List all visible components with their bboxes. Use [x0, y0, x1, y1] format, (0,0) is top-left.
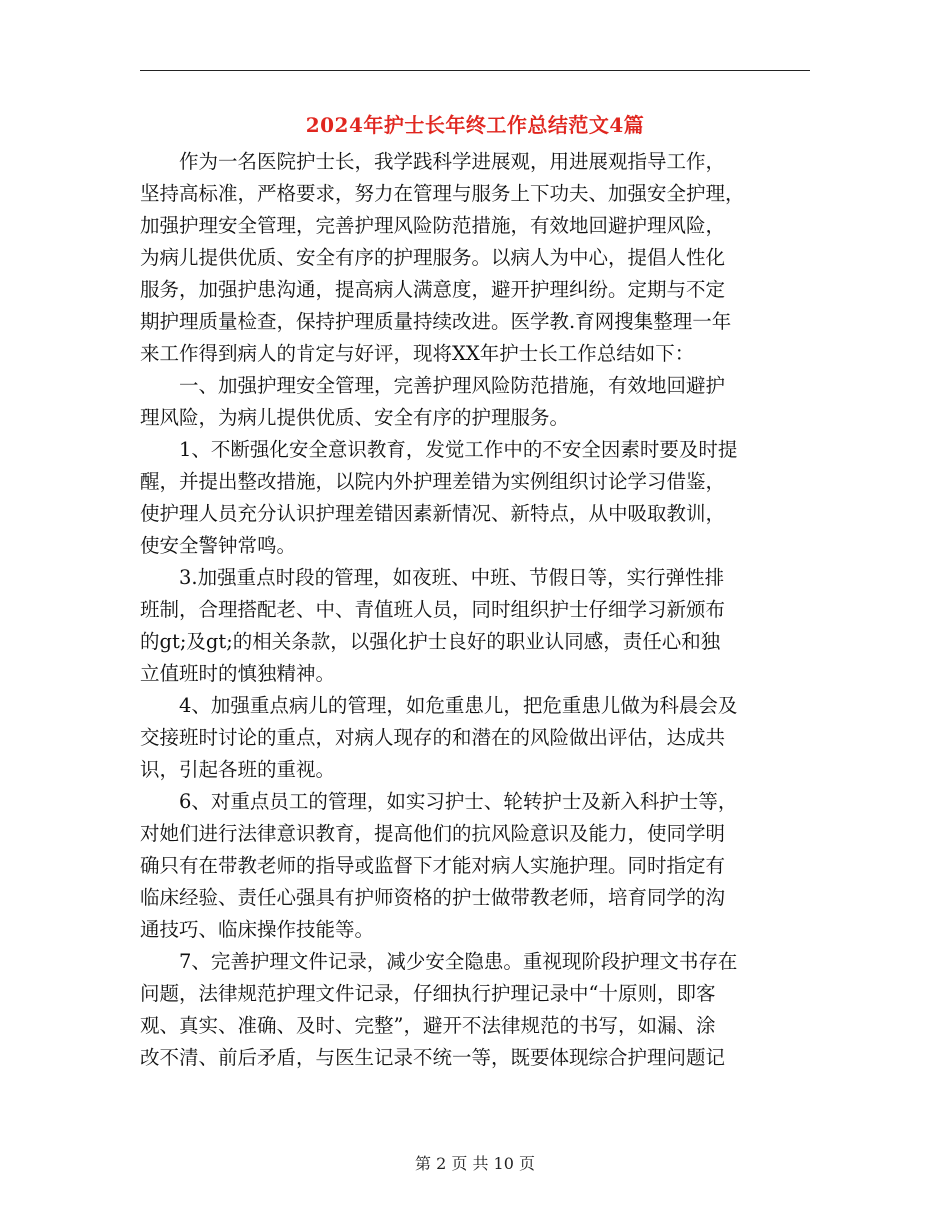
- body-line: 通技巧、临床操作技能等。: [140, 918, 375, 941]
- body-line: 4、加强重点病儿的管理，如危重患儿，把危重患儿做为科晨会及: [140, 694, 738, 717]
- body-line: 一、加强护理安全管理，完善护理风险防范措施，有效地回避护: [140, 374, 726, 397]
- body-line: 班制，合理搭配老、中、青值班人员，同时组织护士仔细学习新颁布: [140, 598, 726, 621]
- body-line: 使护理人员充分认识护理差错因素新情况、新特点，从中吸取教训，: [140, 502, 726, 525]
- body-line: 的gt;及gt;的相关条款，以强化护士良好的职业认同感，责任心和独: [140, 630, 721, 653]
- body-line: 加强护理安全管理，完善护理风险防范措施，有效地回避护理风险，: [140, 214, 726, 237]
- body-line: 7、完善护理文件记录，减少安全隐患。重视现阶段护理文书存在: [140, 950, 738, 973]
- document-title: 2024年护士长年终工作总结范文4篇: [305, 113, 645, 137]
- document-body: [140, 146, 812, 1074]
- body-line: 交接班时讨论的重点，对病人现存的和潜在的风险做出评估，达成共: [140, 726, 726, 749]
- body-line: 为病儿提供优质、安全有序的护理服务。以病人为中心，提倡人性化: [140, 246, 726, 269]
- body-line: 立值班时的慎独精神。: [140, 662, 336, 685]
- body-line: 1、不断强化安全意识教育，发觉工作中的不安全因素时要及时提: [140, 438, 738, 461]
- body-line: 来工作得到病人的肯定与好评，现将XX年护士长工作总结如下：: [140, 342, 695, 365]
- body-line: 3.加强重点时段的管理，如夜班、中班、节假日等，实行弹性排: [140, 566, 725, 589]
- body-line: 使安全警钟常鸣。: [140, 534, 297, 557]
- body-line: 临床经验、责任心强具有护师资格的护士做带教老师，培育同学的沟: [140, 886, 726, 909]
- body-line: 改不清、前后矛盾，与医生记录不统一等，既要体现综合护理问题记: [140, 1046, 726, 1069]
- body-line: 期护理质量检查，保持护理质量持续改进。医学教.育网搜集整理一年: [140, 310, 732, 333]
- body-line: 理风险，为病儿提供优质、安全有序的护理服务。: [140, 406, 570, 429]
- body-line: 对她们进行法律意识教育，提高他们的抗风险意识及能力，使同学明: [140, 822, 726, 845]
- body-line: 作为一名医院护士长，我学践科学进展观，用进展观指导工作，: [140, 150, 726, 173]
- body-line: 服务，加强护患沟通，提高病人满意度，避开护理纠纷。定期与不定: [140, 278, 726, 301]
- header-rule: [140, 70, 810, 71]
- body-line: 坚持高标准，严格要求，努力在管理与服务上下功夫、加强安全护理，: [140, 182, 745, 205]
- page-number: 第 2 页 共 10 页: [415, 1154, 535, 1173]
- body-line: 6、对重点员工的管理，如实习护士、轮转护士及新入科护士等，: [140, 790, 738, 813]
- body-line: 识，引起各班的重视。: [140, 758, 336, 781]
- body-line: 醒，并提出整改措施，以院内外护理差错为实例组织讨论学习借鉴，: [140, 470, 726, 493]
- body-line: 观、真实、准确、及时、完整”，避开不法律规范的书写，如漏、涂: [140, 1014, 716, 1037]
- body-line: 确只有在带教老师的指导或监督下才能对病人实施护理。同时指定有: [140, 854, 726, 877]
- body-line: 问题，法律规范护理文件记录，仔细执行护理记录中“十原则，即客: [140, 982, 716, 1005]
